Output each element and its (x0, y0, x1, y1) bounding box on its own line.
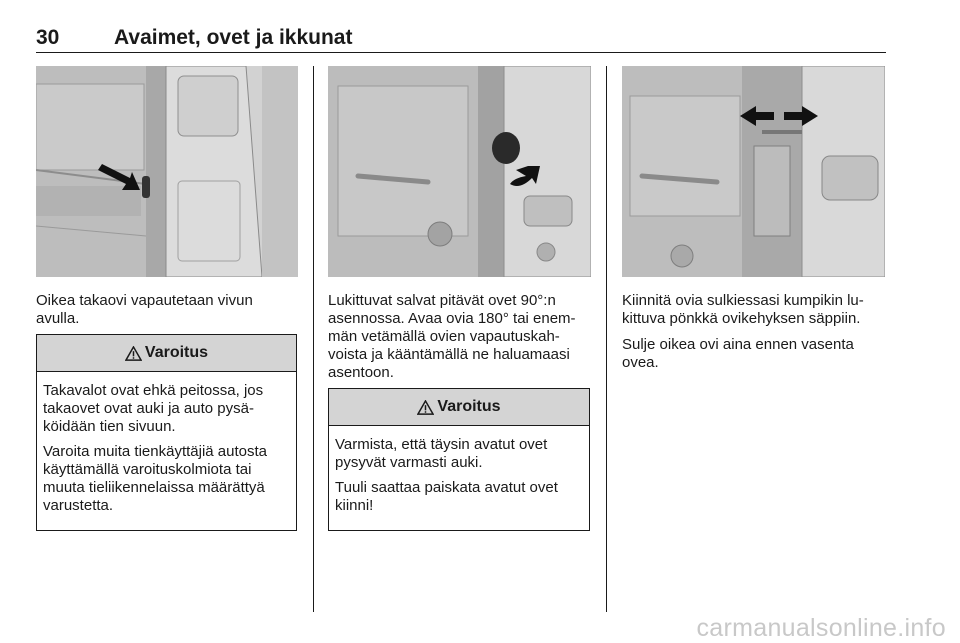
body-paragraph: Kiinnitä ovia sulkiessasi kumpikin lu-kittuva pönkkä ovikehyksen säppiin. (622, 292, 864, 327)
column-2-text (328, 292, 594, 390)
figure-door-lever (36, 66, 298, 277)
warning-title: Varoitus (144, 344, 209, 361)
warning-paragraph: Varoita muita tienkäyttäjiä autosta käyttämällä varoituskolmiota tai muuta tieliikennelaissa määrättyä varustetta. (43, 443, 268, 514)
warning-triangle-icon (417, 400, 434, 415)
figure-door-stay (622, 66, 885, 277)
column-divider (313, 66, 314, 612)
warning-body (37, 372, 296, 530)
page-number: 30 (36, 26, 60, 49)
column-1-text (36, 292, 298, 336)
watermark: carmanualsonline.info (696, 614, 946, 642)
warning-box-1 (36, 334, 297, 531)
warning-title: Varoitus (437, 398, 501, 415)
warning-paragraph: Varmista, että täysin avatut ovet pysyvät varmasti auki. (335, 436, 548, 471)
warning-paragraph: Takavalot ovat ehkä peitossa, jos takaovet ovat auki ja auto pysä-köidään tien sivuun. (43, 382, 264, 435)
body-paragraph: Lukittuvat salvat pitävät ovet 90°:n asennossa. Avaa ovia 180° tai enem-män vetämällä ovien vapautuskah-voista ja kääntämällä ne haluamaasi asentoon. (328, 292, 576, 381)
column-divider (606, 66, 607, 612)
page-header (36, 26, 886, 53)
body-paragraph: Oikea takaovi vapautetaan vivun avulla. (36, 292, 253, 327)
figure-door-latch (328, 66, 591, 277)
column-3-text (622, 292, 888, 380)
warning-paragraph: Tuuli saattaa paiskata avatut ovet kiinni! (335, 479, 558, 514)
body-paragraph: Sulje oikea ovi aina ennen vasenta ovea. (622, 336, 854, 371)
warning-box-2 (328, 388, 590, 531)
warning-header (329, 389, 589, 426)
warning-triangle-icon (125, 346, 142, 361)
warning-header (37, 335, 296, 372)
warning-body (329, 426, 589, 530)
chapter-title: Avaimet, ovet ja ikkunat (114, 26, 353, 49)
